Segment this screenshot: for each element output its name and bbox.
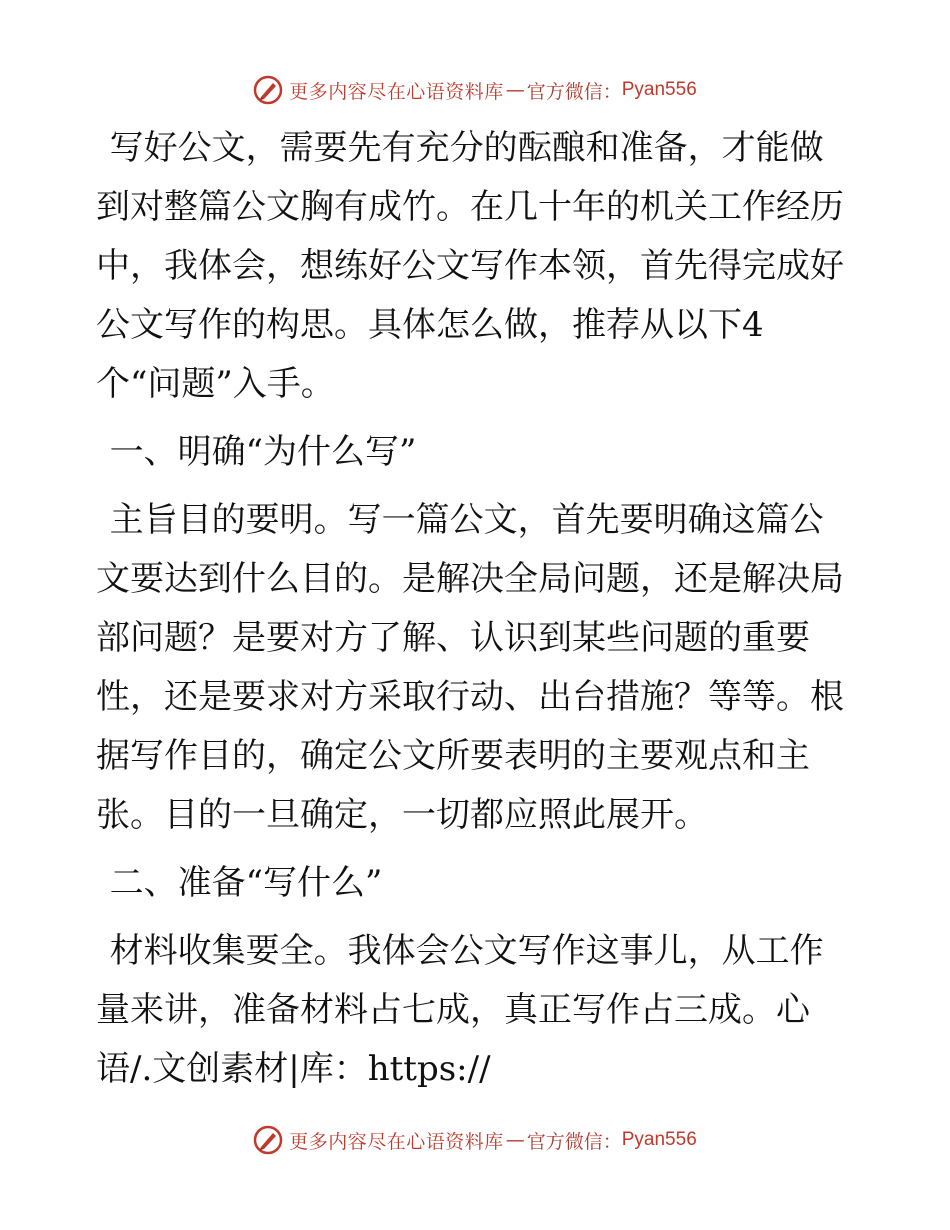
pen-logo-icon	[253, 1125, 283, 1155]
text-line: 主旨目的要明。写一篇公文，首先要明确这篇公	[109, 500, 824, 540]
banner-brand-text: 更多内容尽在心语资料库	[289, 80, 504, 103]
banner-wechat-label: 官方微信：	[526, 1130, 622, 1153]
text-line: 性，还是要求对方采取行动、出台措施？等等。根	[96, 677, 844, 717]
text-line: 张。目的一旦确定，一切都应照此展开。	[96, 795, 708, 835]
banner-wechat-id: Pyan556	[621, 1129, 697, 1150]
banner-wechat-id: Pyan556	[621, 79, 697, 100]
section-1-paragraph	[96, 491, 856, 845]
text-line: 据写作目的，确定公文所要表明的主要观点和主	[96, 736, 810, 776]
banner-wechat-label: 官方微信：	[526, 80, 622, 103]
section-heading-2: 二、准备“写什么”	[109, 863, 383, 903]
footer-banner	[0, 1122, 950, 1158]
text-line: 部问题？是要对方了解、认识到某些问题的重要	[96, 618, 810, 658]
text-line: 写好公文，需要先有充分的酝酿和准备，才能做	[109, 128, 824, 168]
banner-separator: —	[505, 79, 525, 101]
text-line: 到对整篇公文胸有成竹。在几十年的机关工作经历	[96, 187, 844, 227]
intro-paragraph	[96, 119, 856, 414]
text-line: 文要达到什么目的。是解决全局问题，还是解决局	[96, 559, 844, 599]
text-line: 量来讲，准备材料占七成，真正写作占三成。心	[96, 990, 810, 1030]
text-line: 中，我体会，想练好公文写作本领，首先得完成好	[96, 246, 844, 286]
section-2-paragraph	[96, 922, 856, 1099]
article-body	[96, 119, 856, 1099]
banner-separator: —	[505, 1129, 525, 1151]
section-heading-1: 一、明确“为什么写”	[109, 432, 417, 472]
text-line: 语/.文创素材|库：https://	[96, 1049, 491, 1089]
text-line: 个“问题”入手。	[96, 364, 335, 404]
pen-logo-icon	[253, 75, 283, 105]
banner-brand-text: 更多内容尽在心语资料库	[289, 1130, 504, 1153]
text-line: 公文写作的构思。具体怎么做，推荐从以下4	[96, 305, 764, 345]
text-line: 材料收集要全。我体会公文写作这事儿，从工作	[109, 931, 824, 971]
header-banner	[0, 72, 950, 108]
